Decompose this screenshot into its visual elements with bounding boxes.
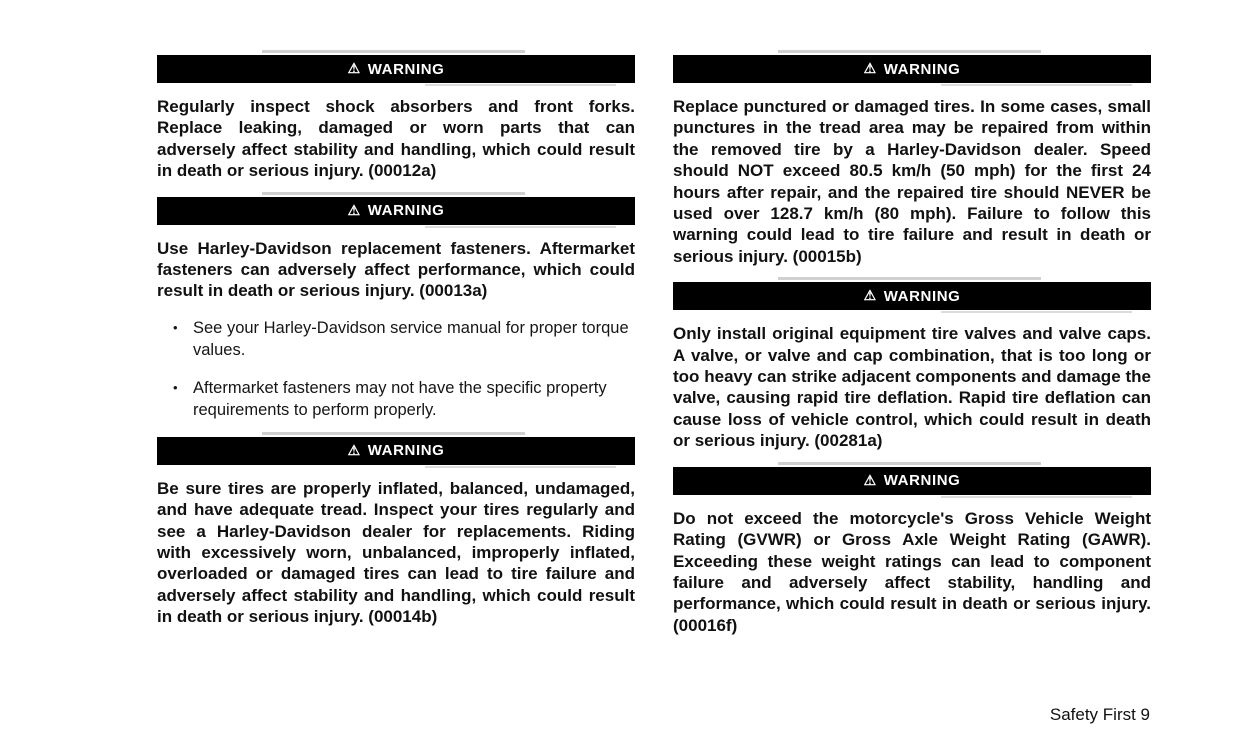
warning-header-bar <box>157 437 635 465</box>
warning-header-bar <box>157 55 635 83</box>
list-item <box>157 317 635 361</box>
warning-label: WARNING <box>883 472 961 490</box>
warning-label: WARNING <box>883 60 961 78</box>
warning-section <box>157 55 635 182</box>
bullet-text: See your Harley-Davidson service manual for proper torque values. <box>193 318 629 359</box>
warning-header-bar <box>673 467 1151 495</box>
warning-section <box>673 282 1151 451</box>
warning-body-text: Replace punctured or damaged tires. In some cases, small punctures in the tread area may be repaired from within the removed tire by a Harley-Davidson dealer. Speed should NOT exceed 80.5 km/h (50 mph) for the first 24 hours after repair, and the repaired tire should NEVER be used over 128.7 km/h (80 mph). Failure to follow this warning could lead to tire failure and result in death or serious injury. (00015b) <box>673 97 1151 266</box>
warning-triangle-icon: ⚠ <box>863 60 877 76</box>
warning-header-bar <box>673 55 1151 83</box>
warning-triangle-icon: ⚠ <box>863 471 877 488</box>
right-column <box>673 55 1151 651</box>
bullet-list <box>157 317 635 421</box>
warning-label: WARNING <box>883 287 961 305</box>
warning-header-bar <box>157 197 635 225</box>
warning-label: WARNING <box>367 60 445 78</box>
bullet-text: Aftermarket fasteners may not have the specific property requirements to perform properly. <box>193 378 607 419</box>
warning-body-text: Only install original equipment tire valves and valve caps. A valve, or valve and cap combination, that is too long or too heavy can strike adjacent components and damage the valve, causing rapid tire deflation. Rapid tire deflation can cause loss of vehicle control, which could result in death or serious injury. (00281a) <box>673 324 1151 451</box>
warning-triangle-icon: ⚠ <box>347 201 361 218</box>
warning-triangle-icon: ⚠ <box>347 60 361 76</box>
warning-triangle-icon: ⚠ <box>347 441 361 458</box>
warning-body-text: Do not exceed the motorcycle's Gross Vehicle Weight Rating (GVWR) or Gross Axle Weight Rating (GAWR). Exceeding these weight ratings can lead to component failure and adversely affect stability, handling and performance, which could result in death or serious injury. (00016f) <box>673 508 1151 635</box>
warning-section <box>157 437 635 628</box>
warning-section <box>673 55 1151 267</box>
warning-label: WARNING <box>367 442 445 460</box>
page-footer: Safety First 9 <box>1049 705 1150 724</box>
warning-section <box>157 197 635 421</box>
list-item <box>157 377 635 421</box>
warning-header-bar <box>673 282 1151 310</box>
warning-body-text: Regularly inspect shock absorbers and front forks. Replace leaking, damaged or worn parts that can adversely affect stability and handling, which could result in death or serious injury. (00012a) <box>157 97 635 181</box>
warning-label: WARNING <box>367 202 445 220</box>
bullet-icon: • <box>173 379 178 395</box>
warning-section <box>673 467 1151 636</box>
warning-triangle-icon: ⚠ <box>863 287 877 304</box>
warning-body-text: Use Harley-Davidson replacement fasteners. Aftermarket fasteners can adversely affect performance, which could result in death or serious injury. (00013a) <box>157 238 635 301</box>
page-columns <box>157 55 1151 651</box>
bullet-icon: • <box>173 319 178 335</box>
warning-body-text: Be sure tires are properly inflated, balanced, undamaged, and have adequate tread. Inspect your tires regularly and see a Harley-Davidson dealer for replacements. Riding with excessively worn, unbalanced, improperly inflated, overloaded or damaged tires can lead to tire failure and adversely affect stability and handling, which could result in death or serious injury. (00014b) <box>157 478 635 627</box>
left-column <box>157 55 635 651</box>
